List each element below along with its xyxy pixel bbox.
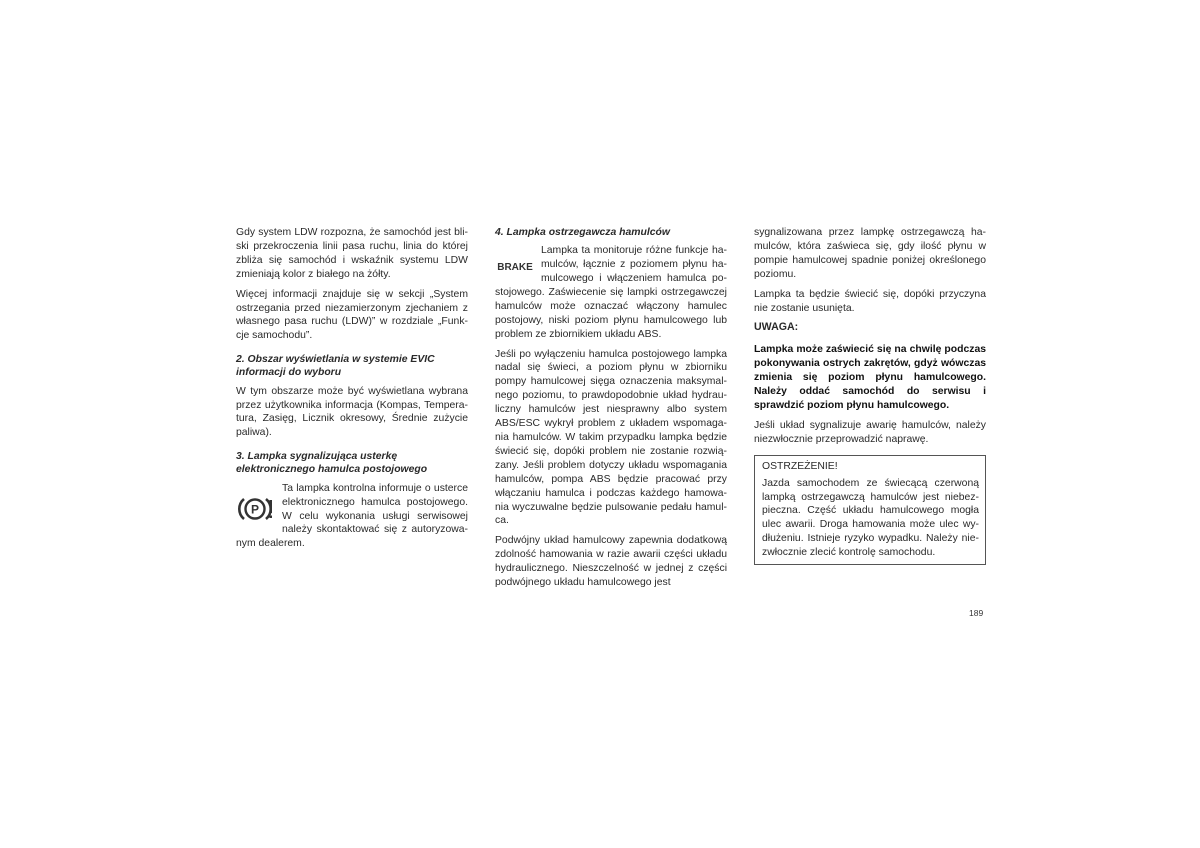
brake-warning-icon <box>499 258 531 279</box>
section-4-text: Lampka ta monitoruje różne funkcje hamulców, łącznie z poziomem płynu hamulcowego i włączeniem hamulca postojowego. Zaświecenie się lampki ostrzegawczej hamulców może oznaczać włączony hamulec postojowy, niski poziom płynu hamulcowego lub problem ze zbiornikiem układu ABS. <box>495 245 727 340</box>
note-label: UWAGA: <box>754 321 799 334</box>
right-paragraph-2: Lampka ta będzie świecić się, dopóki przyczyna nie zostanie usunięta. <box>754 288 986 314</box>
section-3-text: Ta lampka kontrolna informuje o usterce elektronicznego hamulca postojowego. W celu wykonania usługi serwisowej należy skontaktować się z autoryzowanym dealerem. <box>236 482 468 550</box>
page-number: 189 <box>969 608 984 618</box>
section-4-block <box>495 244 727 341</box>
warning-title: OSTRZEŻENIE! <box>762 460 838 472</box>
brake-paragraph-3: Podwójny układ hamulcowy zapewnia dodatkową zdolność hamowania w razie awarii części układu hydraulicznego. Nieszczelność w jednej z części podwójnego układu hamulcowego jest <box>495 535 727 589</box>
warning-box <box>754 455 986 565</box>
note-text: Lampka może zaświecić się na chwilę podczas pokonywania ostrych zakrętów, gdyż wówczas zmienia się poziom płynu hamulcowego. Należy oddać samochód do serwisu i sprawdzić poziom płynu hamulcowego. <box>754 344 986 411</box>
right-paragraph-1: sygnalizowana przez lampkę ostrzegawczą hamulców, która zaświeca się, gdy ilość płynu w pompie hamulcowej spadnie poniżej określonego poziomu. <box>754 227 986 280</box>
left-column <box>236 226 468 557</box>
brake-icon-label: BRAKE <box>497 262 533 274</box>
svg-text:P: P <box>250 502 260 517</box>
warning-text: Jazda samochodem ze świecącą czerwoną lampką ostrzegawczą hamulców jest niebezpieczna. Część układu hamulcowego mogła ulec awarii. Droga hamowania może ulec wydłużeniu. Istnieje ryzyko wypadku. Należy niezwłocznie zlecić kontrolę samochodu. <box>762 477 979 559</box>
section-3-heading: 3. Lampka sygnalizująca usterkę elektronicznego hamulca postojowego <box>236 451 428 476</box>
brake-paragraph-2: Jeśli po wyłączeniu hamulca postojowego lampka nadal się świeci, a poziom płynu w zbiorniku pompy hamulcowej sięga oznaczenia maksymalnego poziomu, to prawdopodobnie układ hydrauliczny hamulców jest niesprawny albo system ABS/ESC wykrył problem z układem wspomagania hamulców. W takim przypadku lampka będzie świecić się, dopóki problem nie zostanie rozwiązany. Jeśli problem dotyczy układu wspomagania hamulców, pompa ABS będzie pracować przy włączaniu hamulca i podczas każdego hamowania wyczuwalne będzie pulsowanie pedału hamulca. <box>495 348 727 527</box>
section-4-heading: 4. Lampka ostrzegawcza hamulców <box>495 227 670 238</box>
section-3-block <box>236 482 468 552</box>
section-2-heading: 2. Obszar wyświetlania w systemie EVIC informacji do wyboru <box>236 354 435 379</box>
ldw-info-paragraph: Więcej informacji znajduje się w sekcji „System ostrzegania przed niezamierzonym zjechaniem z własnego pasa ruchu (LDW)” w rozdziale „Funkcje samochodu”. <box>236 288 468 342</box>
section-2-text: W tym obszarze może być wyświetlana wybrana przez użytkownika informacja (Kompas, Temperatura, Zasięg, Licznik okresowy, Średnie zużycie paliwa). <box>236 385 468 439</box>
right-column <box>754 226 986 565</box>
middle-column <box>495 226 727 596</box>
right-paragraph-3: Jeśli układ sygnalizuje awarię hamulców, należy niezwłocznie przeprowadzić naprawę. <box>754 419 986 445</box>
ldw-paragraph: Gdy system LDW rozpozna, że samochód jest bliski przekroczenia linii pasa ruchu, linia do której zbliża się samochód i wskaźnik systemu LDW zmieniają kolor z białego na żółty. <box>236 227 468 280</box>
parking-brake-fault-icon <box>236 494 274 529</box>
